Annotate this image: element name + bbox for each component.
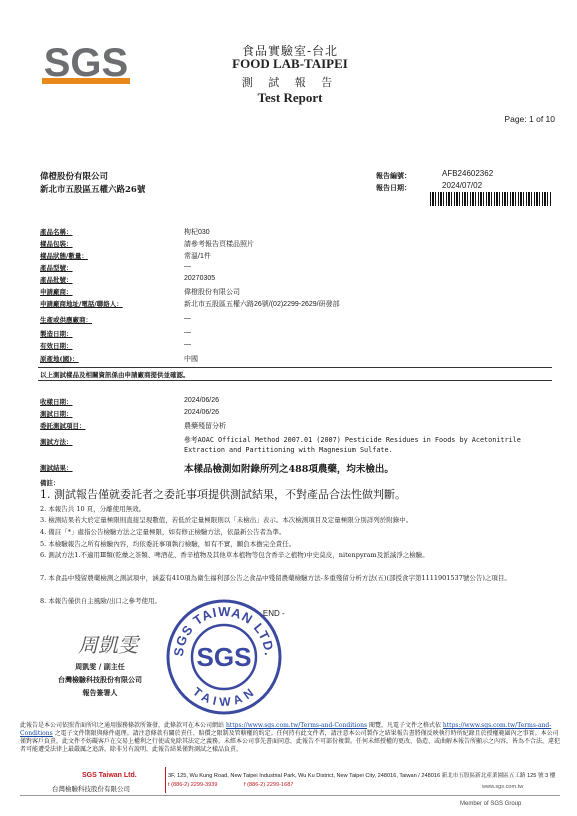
field-value: 請參考報告頁樣品照片 bbox=[184, 241, 254, 248]
disclaimer-text: 此報告是本公司依照背面所印之通用服務條款所簽發，此條款可在本公司網站 bbox=[20, 722, 225, 729]
field-label: 樣品包裝： bbox=[40, 240, 73, 248]
stamp-bottom-text: TAIWAN bbox=[190, 684, 258, 710]
field-value: — bbox=[184, 263, 191, 270]
field-value: 20270305 bbox=[184, 275, 216, 282]
field-value: 2024/06/26 bbox=[184, 397, 220, 404]
field-value: — bbox=[184, 329, 191, 336]
report-number-label: 報告編號： bbox=[376, 171, 411, 180]
signer-name: 周凱雯 / 副主任 bbox=[75, 662, 125, 671]
company-seal-stamp bbox=[165, 598, 283, 716]
note-item: 2. 本報告共 10 頁，分離使用無效。 bbox=[40, 505, 146, 513]
field-state-quantity bbox=[40, 251, 550, 262]
field-packaging bbox=[40, 239, 550, 250]
field-manufacture-date bbox=[40, 329, 550, 340]
divider bbox=[38, 380, 552, 381]
field-test-item bbox=[40, 421, 550, 432]
barcode bbox=[430, 192, 552, 206]
footer-phone: t (886-2) 2299-3939 bbox=[168, 782, 218, 788]
note-item: 5. 本檢驗報告之所有檢驗內容，均依委託事項執行檢驗，如有不實，願負本擔完全責任。 bbox=[40, 540, 296, 548]
stamp-top-text: SGS TAIWAN LTD. bbox=[170, 603, 278, 658]
report-title-en: Test Report bbox=[257, 90, 323, 105]
terms-link[interactable]: https://www.sgs.com.tw/Terms-and-Conditions bbox=[20, 722, 552, 737]
signer-org: 台灣檢驗科技股份有限公司 bbox=[58, 675, 142, 684]
footer-address: 3F, 125, Wu Kung Road, New Taipei Industrial Park, Wu Ku District, New Taipei City, 248016, Taiwan / 248016 新北市五股區新北產業園區五工路 125 號 3 樓 bbox=[168, 773, 556, 779]
client-address: 新北市五股區五權六路26號 bbox=[40, 185, 146, 195]
terms-link[interactable]: https://www.sgs.com.tw/Terms-and-Conditions bbox=[225, 722, 368, 729]
method-text: 參考AOAC Official Method 2007.01 (2007) Pesticide Residues in Foods by Acetonitrile Extraction and Partitioning with Magnesium Sulfate. bbox=[184, 436, 521, 454]
client-name: 偉橙股份有限公司 bbox=[40, 172, 109, 182]
notes-title: 備註： bbox=[40, 479, 60, 487]
footer-line bbox=[20, 795, 560, 796]
member-of-sgs-group: Member of SGS Group bbox=[460, 801, 522, 807]
note-item: 7. 本食品中殘留農藥檢測之測試項中，涵蓋有410項為衛生福利部公告之食品中殘留農藥檢驗方法-多重殘留分析方法(五)(部授食字第1111901537號公告)之項目。 bbox=[40, 574, 511, 582]
terms-disclaimer bbox=[20, 722, 560, 754]
field-label: 原產地(國)： bbox=[40, 355, 79, 363]
signer-role: 報告簽署人 bbox=[82, 688, 118, 697]
result-text: 本樣品檢測如附錄所列之488項農藥，均未檢出。 bbox=[184, 464, 394, 475]
field-value: 偉橙股份有限公司 bbox=[184, 289, 240, 296]
field-value: 常溫/1件 bbox=[184, 253, 211, 260]
note-item: 8. 本報告僅供自主風險/出口之參考使用。 bbox=[40, 597, 161, 605]
field-label: 委託測試項目： bbox=[40, 422, 86, 430]
field-applicant-contact bbox=[40, 299, 550, 310]
field-origin bbox=[40, 354, 550, 365]
lab-name-cn: 食品實驗室-台北 bbox=[241, 44, 339, 58]
footer-company-cn: 台灣檢驗科技股份有限公司 bbox=[52, 785, 130, 793]
note-item: 1. 測試報告僅就委託者之委託事項提供測試結果，不對產品合法性做判斷。 bbox=[40, 488, 406, 501]
end-marker: - END - bbox=[258, 609, 285, 618]
field-value: — bbox=[184, 315, 191, 322]
footer-divider bbox=[165, 767, 166, 793]
sgs-logo bbox=[40, 40, 132, 92]
field-label: 製造日期： bbox=[40, 330, 73, 338]
note-item: 3. 檢測結果若大於定量極限則直接呈現數值，若低於定量極限則以「未檢出」表示。本次檢測項目及定量極限分別詳列於附錄中。 bbox=[40, 516, 413, 524]
report-number: AFB24602362 bbox=[442, 169, 494, 178]
field-receive-date bbox=[40, 397, 550, 408]
field-label: 有效日期： bbox=[40, 342, 73, 350]
field-label: 申請廠商： bbox=[40, 288, 73, 296]
report-title-cn: 測 試 報 告 bbox=[241, 76, 339, 89]
field-label: 生產或供應廠商： bbox=[40, 316, 92, 324]
logo-text: SGS bbox=[43, 41, 129, 85]
field-label: 產品名稱： bbox=[40, 228, 73, 236]
field-label: 產品型號： bbox=[40, 264, 73, 272]
field-label: 樣品狀態/數量： bbox=[40, 252, 88, 260]
stamp-center-text: SGS bbox=[196, 642, 252, 672]
note-item: 6. 測試方法1.不適用Ⅲ類(乾燥之茶類、啤酒花、香辛植物及其他草本植物等包含香辛之植物)中史莫皮，nitenpyram及派滅淨之檢驗。 bbox=[40, 551, 429, 559]
disclaimer-text: 之電子文件期限與條件處理。請注意條款有關於責任、賠償之限制及管轄權的約定。任何持有此文件者，請注意本公司製作之結果報告書將僅反映執行時所紀錄且於授權範圍內之事實。本公司僅對客戶負責，此文件不妨礙客戶在交易上權利之行使或免除其法定之義務。未經本公司事先書面同意，此報告不可部份複製。任何未經授權的更改、偽造、或曲解本報告所顯示之內容，皆為不合法，違犯者可能遭受法律上最嚴厲之追訴。除非另有說明，此報告結果僅對測試之樣品負責。 bbox=[20, 730, 561, 753]
field-label: 測試方法： bbox=[40, 438, 73, 446]
field-label: 測試結果： bbox=[40, 464, 73, 472]
page-number: Page: 1 of 10 bbox=[504, 114, 555, 124]
field-label: 測試日期： bbox=[40, 410, 73, 418]
handwritten-signature bbox=[68, 630, 148, 658]
field-value: 農藥殘留分析 bbox=[184, 423, 226, 430]
field-test-date bbox=[40, 409, 550, 420]
field-label: 申請廠商地址/電話/聯絡人： bbox=[40, 300, 123, 308]
field-manufacturer bbox=[40, 315, 550, 326]
field-label: 收樣日期： bbox=[40, 398, 73, 406]
field-method bbox=[40, 437, 180, 448]
report-date-label: 報告日期： bbox=[376, 183, 411, 192]
footer-fax: f (886-2) 2299-1687 bbox=[244, 782, 294, 788]
field-value: — bbox=[184, 341, 191, 348]
field-result bbox=[40, 463, 180, 474]
footer-company-en: SGS Taiwan Ltd. bbox=[82, 772, 137, 779]
lab-name-en: FOOD LAB-TAIPEI bbox=[232, 56, 348, 71]
field-value: 枸杞030 bbox=[184, 229, 210, 236]
field-expiry-date bbox=[40, 341, 550, 352]
field-applicant bbox=[40, 287, 550, 298]
disclaimer-text: 閱覽，凡電子文件之格式依 bbox=[368, 722, 441, 729]
field-value: 2024/06/26 bbox=[184, 409, 220, 416]
field-value: 新北市五股區五權六路26號/(02)2299-2629/研發部 bbox=[184, 301, 340, 308]
note-item: 4. 備註「*」處指公告檢驗方法之定量極限，如有修正檢驗方法，依最新公告者為準。 bbox=[40, 528, 286, 536]
sample-statement: 以上測試樣品及相關資訊係由申請廠商提供並確認。 bbox=[40, 371, 190, 379]
field-model bbox=[40, 263, 550, 274]
footer-website[interactable]: www.sgs.com.tw bbox=[482, 784, 524, 790]
signature-script: 周凱雯 bbox=[78, 633, 138, 657]
field-label: 產品批號： bbox=[40, 276, 73, 284]
report-date: 2024/07/02 bbox=[442, 181, 483, 190]
divider bbox=[38, 367, 552, 368]
field-batch bbox=[40, 275, 550, 286]
field-product-name bbox=[40, 227, 550, 238]
field-value: 中國 bbox=[184, 356, 198, 363]
